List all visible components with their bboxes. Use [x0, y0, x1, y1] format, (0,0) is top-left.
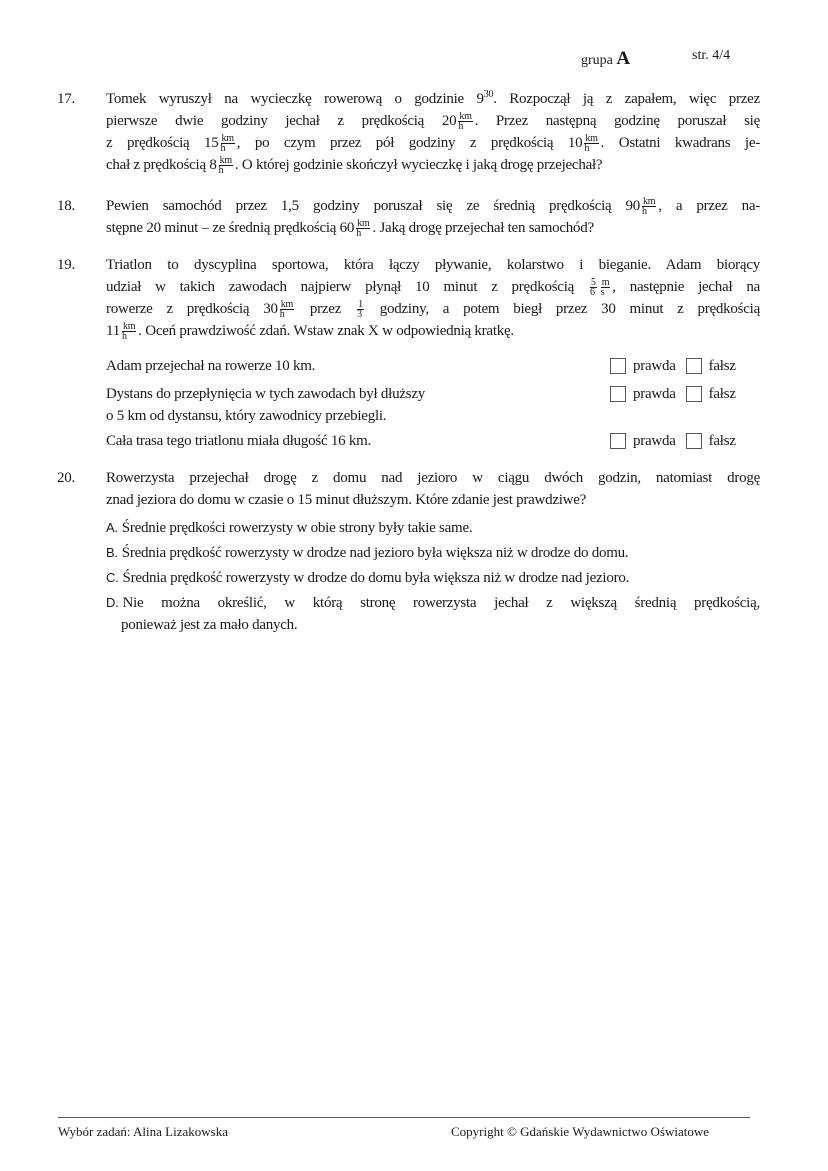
text-run: rowerze z prędkością 30 [106, 301, 278, 317]
text-run: , po czym przez pół godziny z prędkością 10 [236, 135, 583, 151]
text-run: godziny, a potem biegł przez 30 minut z prędkością [365, 301, 760, 317]
text-run: Tomek wyruszył na wycieczkę rowerową o godzinie 9 [106, 91, 484, 107]
fraction-denominator: 3 [357, 309, 362, 320]
text-run: z prędkością 15 [106, 135, 219, 151]
fraction-numerator: km [459, 111, 472, 123]
text-run: przez [295, 301, 356, 317]
text-run: chał z prędkością 8 [106, 157, 217, 173]
true-checkbox[interactable] [610, 358, 626, 374]
fraction-denominator: h [218, 165, 224, 176]
question-number: 20. [57, 470, 75, 486]
question-18 [57, 195, 760, 239]
fraction [219, 156, 233, 175]
false-label: fałsz [708, 432, 736, 449]
false-checkbox[interactable] [686, 433, 702, 449]
question-text [106, 88, 760, 176]
group-letter: A [616, 48, 631, 69]
text-line [106, 88, 760, 110]
text-line [106, 195, 760, 217]
statement-text: Dystans do przepłynięcia w tych zawodach był dłuższy [106, 386, 425, 402]
option-text: ponieważ jest za mało danych. [121, 617, 298, 633]
fraction [584, 134, 598, 153]
text-run: . Ostatni kwadrans je- [600, 135, 760, 151]
fraction-denominator: s [600, 287, 605, 298]
text-run: 11 [106, 323, 120, 339]
statement-row [106, 355, 760, 377]
text-run: . Oceń prawdziwość zdań. Wstaw znak X w odpowiednią kratkę. [138, 323, 514, 339]
fraction-denominator: h [279, 309, 285, 320]
answer-option-a[interactable] [106, 517, 760, 539]
fraction-denominator: h [220, 143, 226, 154]
false-label: fałsz [708, 357, 736, 374]
statement-text: Cała trasa tego triatlonu miała długość 16 km. [106, 433, 372, 449]
footer-copyright: Copyright © Gdańskie Wydawnictwo Oświatowe [451, 1124, 709, 1139]
question-20 [57, 467, 760, 652]
fraction [280, 300, 294, 319]
fraction-numerator: km [643, 196, 656, 208]
true-label: prawda [633, 385, 676, 402]
option-text: Średnia prędkość rowerzysty w drodze nad jezioro była większa niż w drodze do domu. [121, 545, 629, 561]
statement-text: o 5 km od dystansu, który zawodnicy przebiegli. [106, 408, 387, 424]
fraction-denominator: 6 [589, 287, 595, 298]
fraction-numerator: km [280, 299, 293, 311]
fraction-numerator: m [601, 277, 610, 289]
answer-option-b[interactable] [106, 542, 760, 564]
option-letter: C. [106, 570, 119, 585]
fraction [601, 278, 611, 297]
superscript: 30 [483, 89, 494, 100]
text-line [106, 110, 760, 132]
question-17 [57, 88, 760, 176]
text-run: . Przez następną godzinę poruszał się [474, 113, 760, 129]
fraction-denominator: h [458, 121, 464, 132]
fraction-numerator: 1 [358, 299, 363, 311]
fraction-numerator: km [221, 133, 234, 145]
fraction [356, 219, 370, 238]
text-run: Triatlon to dyscyplina sportowa, która łączy pływanie, kolarstwo i bieganie. Adam biorący [106, 257, 760, 273]
fraction-denominator: h [121, 331, 127, 342]
fraction-denominator: h [642, 206, 647, 217]
fraction [642, 197, 656, 216]
text-line [106, 154, 760, 176]
question-number: 17. [57, 91, 75, 107]
question-text [106, 467, 760, 511]
text-run: , a przez na- [658, 198, 760, 214]
footer-divider [58, 1117, 750, 1118]
fraction-numerator: km [219, 155, 232, 167]
text-run: udział w takich zawodach najpierw płynął 10 minut z prędkością [106, 279, 588, 295]
question-text [106, 195, 760, 239]
fraction-denominator: h [356, 228, 361, 239]
true-checkbox[interactable] [610, 386, 626, 402]
text-run: Pewien samochód przez 1,5 godziny poruszał się ze średnią prędkością 90 [106, 198, 640, 214]
text-line [106, 132, 760, 154]
group-text: grupa [581, 53, 613, 68]
fraction-numerator: km [122, 321, 136, 333]
text-run: znad jeziora do domu w czasie o 15 minut dłuższym. Które zdanie jest prawdziwe? [106, 492, 587, 508]
text-run: pierwsze dwie godziny jechał z prędkością 20 [106, 113, 457, 129]
footer-author: Wybór zadań: Alina Lizakowska [58, 1124, 228, 1139]
fraction [357, 300, 364, 319]
text-run: , następnie jechał na [612, 279, 760, 295]
text-line [106, 298, 760, 320]
false-checkbox[interactable] [686, 358, 702, 374]
statement-text: Adam przejechał na rowerze 10 km. [106, 358, 316, 374]
statement-row [106, 383, 760, 427]
question-19 [57, 254, 760, 459]
text-line [106, 217, 760, 239]
option-letter: D. [106, 595, 119, 610]
fraction-numerator: km [585, 133, 598, 145]
question-text [106, 254, 760, 342]
text-run: Rowerzysta przejechał drogę z domu nad jezioro w ciągu dwóch godzin, natomiast drogę [106, 470, 760, 486]
text-line [106, 254, 760, 276]
page-number: str. 4/4 [692, 48, 731, 63]
option-letter: A. [106, 520, 118, 535]
option-letter: B. [106, 545, 118, 560]
fraction [122, 322, 136, 341]
answer-option-d[interactable] [106, 592, 760, 636]
option-text: Średnia prędkość rowerzysty w drodze do domu była większa niż w drodze nad jezioro. [122, 570, 630, 586]
fraction [458, 112, 472, 131]
option-text: Nie można określić, w którą stronę rowerzysta jechał z większą średnią prędkością, [122, 595, 760, 611]
false-checkbox[interactable] [686, 386, 702, 402]
fraction [590, 278, 597, 297]
answer-option-c[interactable] [106, 567, 760, 589]
true-label: prawda [633, 432, 676, 449]
fraction-denominator: h [584, 143, 590, 154]
text-line [106, 467, 760, 489]
false-label: fałsz [708, 385, 736, 402]
statement-row [106, 430, 760, 452]
text-line [106, 276, 760, 298]
question-number: 18. [57, 198, 75, 214]
text-run: . Jaką drogę przejechał ten samochód? [372, 220, 594, 236]
question-number: 19. [57, 257, 75, 273]
fraction-numerator: km [357, 218, 370, 230]
text-run: . O której godzinie skończył wycieczkę i jaką drogę przejechał? [234, 157, 603, 173]
fraction [221, 134, 235, 153]
text-line [106, 320, 760, 342]
true-checkbox[interactable] [610, 433, 626, 449]
text-run: . Rozpoczął ją z zapałem, więc przez [493, 91, 760, 107]
option-text: Średnie prędkości rowerzysty w obie strony były takie same. [121, 520, 473, 536]
true-label: prawda [633, 357, 676, 374]
group-label [581, 48, 630, 70]
text-run: stępne 20 minut – ze średnią prędkością 60 [106, 220, 355, 236]
fraction-numerator: 5 [590, 277, 596, 289]
text-line [106, 489, 760, 511]
